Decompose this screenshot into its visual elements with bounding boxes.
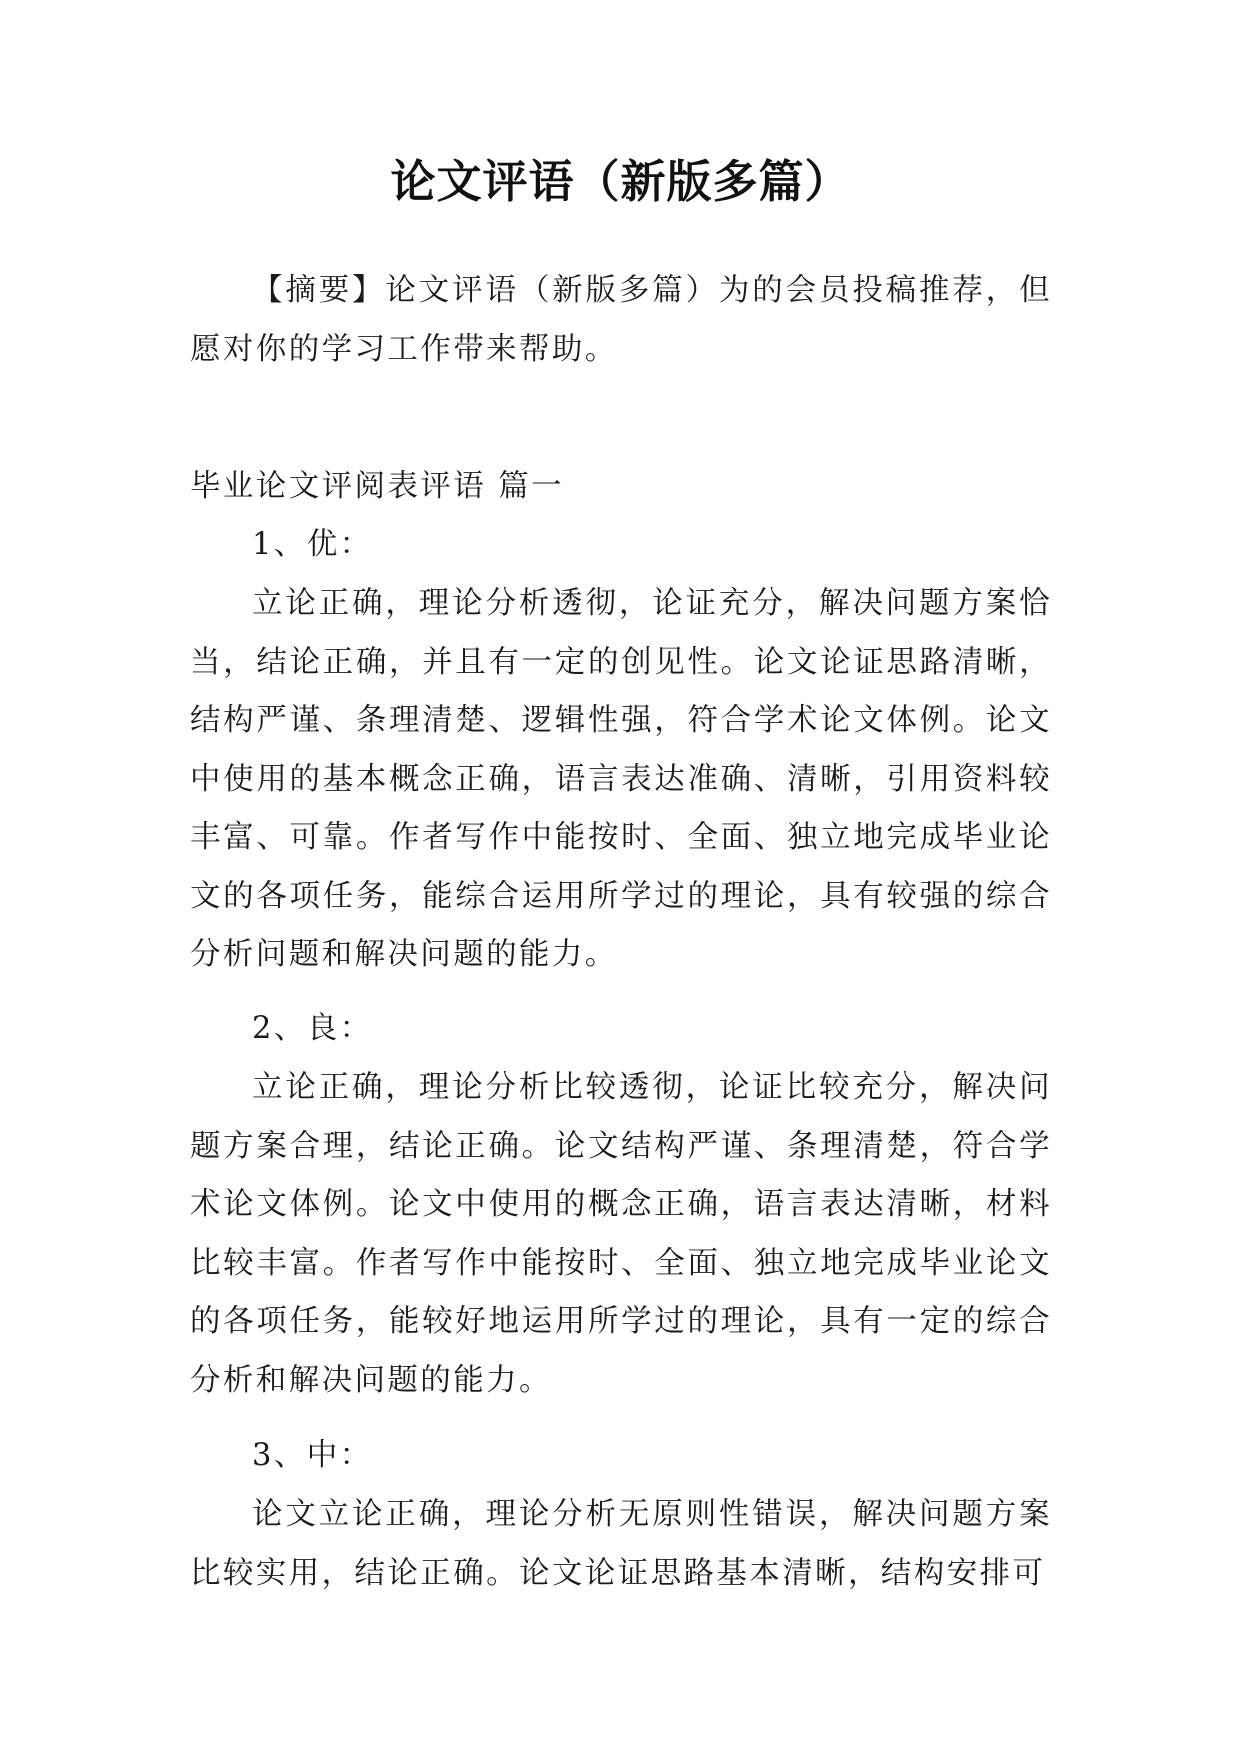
item-text-excellent: 立论正确，理论分析透彻，论证充分，解决问题方案恰当，结论正确，并且有一定的创见性。论文论证思路清晰，结构严谨、条理清楚、逻辑性强，符合学术论文体例。论文中使用的基本概念正确，语言表达准确、清晰，引用资料较丰富、可靠。作者写作中能按时、全面、独立地完成毕业论文的各项任务，能综合运用所学过的理论，具有较强的综合分析问题和解决问题的能力。 [190, 586, 1052, 972]
document-title: 论文评语（新版多篇） [390, 155, 851, 208]
item-text-average: 论文立论正确，理论分析无原则性错误，解决问题方案比较实用，结论正确。论文论证思路基本清晰，结构安排可 [190, 1497, 1052, 1591]
section-heading: 毕业论文评阅表评语 篇一 [190, 469, 564, 504]
item-label-average: 3、中： [252, 1438, 373, 1473]
abstract-paragraph: 【摘要】论文评语（新版多篇）为的会员投稿推荐，但愿对你的学习工作带来帮助。 [190, 273, 1052, 367]
item-label-excellent: 1、优： [252, 527, 373, 562]
item-label-good: 2、良： [252, 1011, 373, 1046]
item-text-good: 立论正确，理论分析比较透彻，论证比较充分，解决问题方案合理，结论正确。论文结构严谨、条理清楚，符合学术论文体例。论文中使用的概念正确，语言表达清晰，材料比较丰富。作者写作中能按时、全面、独立地完成毕业论文的各项任务，能较好地运用所学过的理论，具有一定的综合分析和解决问题的能力。 [190, 1070, 1052, 1398]
